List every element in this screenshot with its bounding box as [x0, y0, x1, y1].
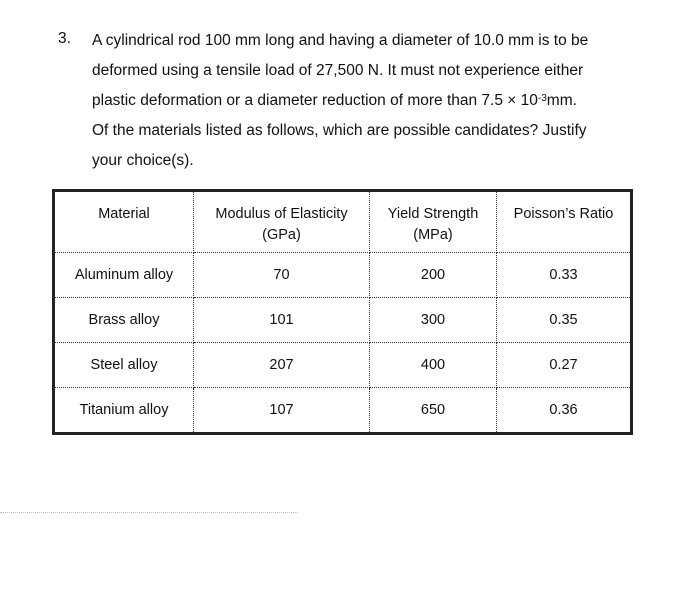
table-row	[54, 298, 632, 343]
exponent: -3	[537, 93, 547, 104]
cell-modulus: 107	[194, 388, 370, 434]
question-line: Of the materials listed as follows, which are possible candidates? Justify	[92, 122, 587, 139]
question-text	[92, 30, 672, 180]
cell-modulus: 101	[194, 298, 370, 343]
divider	[0, 512, 298, 513]
question-line: A cylindrical rod 100 mm long and having a diameter of 10.0 mm is to be	[92, 32, 589, 49]
header-material: Material	[54, 191, 194, 253]
cell-material: Titanium alloy	[54, 388, 194, 434]
cell-poisson: 0.35	[497, 298, 632, 343]
materials-table	[52, 189, 633, 435]
header-modulus: Modulus of Elasticity (GPa)	[194, 191, 370, 253]
cell-material: Steel alloy	[54, 343, 194, 388]
table-row	[54, 388, 632, 434]
header-poissons-ratio: Poisson’s Ratio	[497, 191, 632, 253]
cell-yield: 300	[370, 298, 497, 343]
header-yield-strength: Yield Strength (MPa)	[370, 191, 497, 253]
cell-material: Brass alloy	[54, 298, 194, 343]
question-line	[92, 90, 672, 120]
question-number: 3.	[58, 30, 71, 47]
cell-poisson: 0.33	[497, 253, 632, 298]
question-line: your choice(s).	[92, 152, 194, 169]
unit-suffix: mm.	[546, 92, 577, 109]
question-line: deformed using a tensile load of 27,500 N. It must not experience either	[92, 62, 584, 79]
cell-yield: 400	[370, 343, 497, 388]
cell-poisson: 0.36	[549, 402, 578, 418]
cell-yield: 200	[370, 253, 497, 298]
cell-modulus: 70	[194, 253, 370, 298]
table-header-row	[54, 191, 632, 253]
table-row	[54, 253, 632, 298]
cell-material: Aluminum alloy	[54, 253, 194, 298]
cell-modulus: 207	[194, 343, 370, 388]
cell-poisson: 0.27	[497, 343, 632, 388]
question-line-text: plastic deformation or a diameter reduction of more than 7.5 × 10	[92, 92, 538, 109]
table-row	[54, 343, 632, 388]
cell-yield: 650	[370, 388, 497, 434]
